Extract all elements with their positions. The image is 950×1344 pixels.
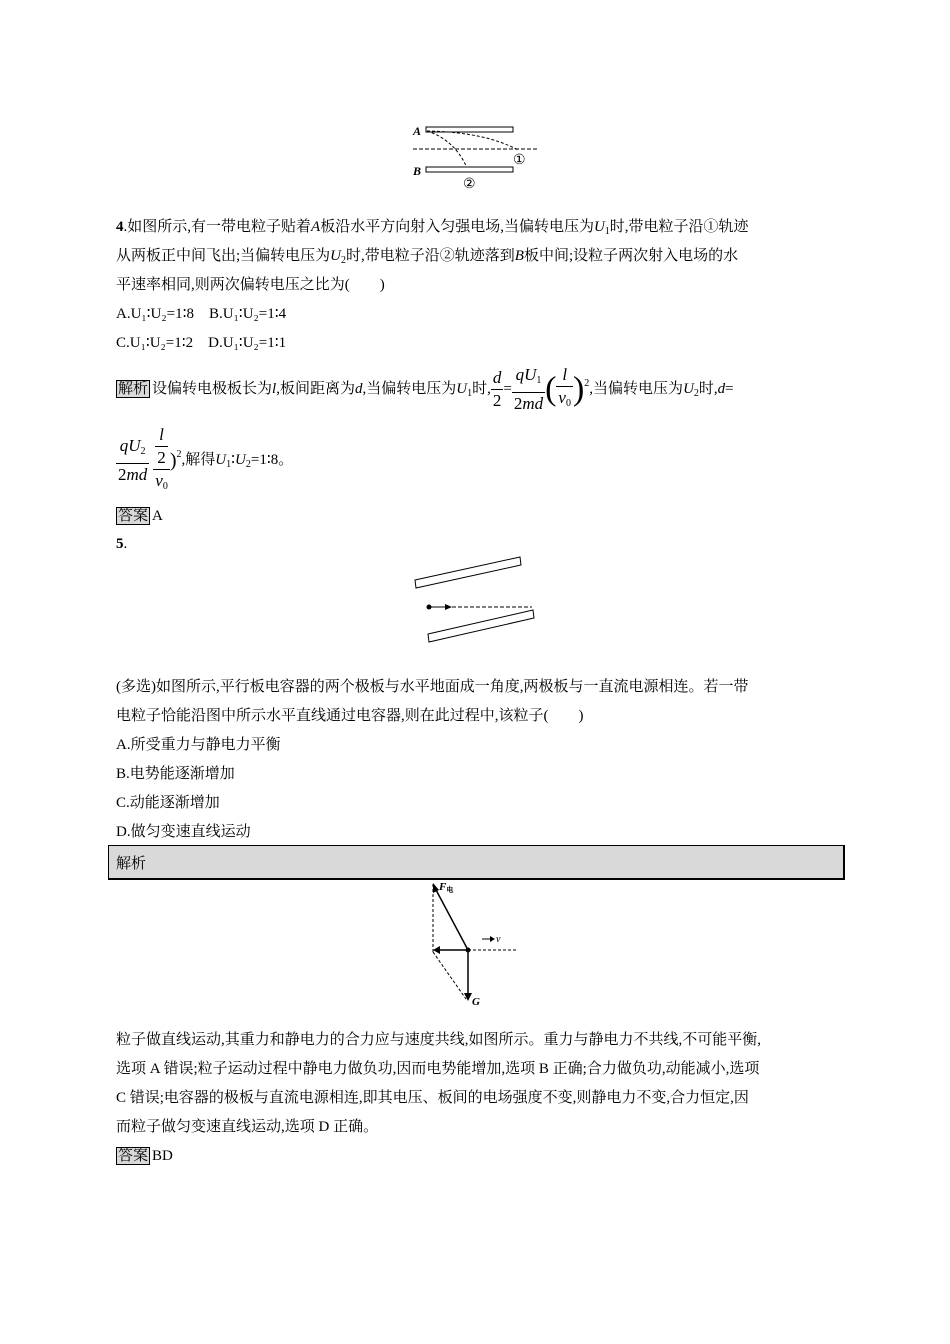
q5-explanation-line-4: 而粒子做匀变速直线运动,选项 D 正确。: [116, 1119, 379, 1135]
q5-option-a: A.所受重力与静电力平衡: [116, 737, 281, 753]
q5-analysis-bar: 解析: [108, 845, 845, 880]
q4-option-b: B.U₁∶U₂=1∶4: [208, 306, 287, 322]
force-f-arrow: [435, 888, 468, 950]
q5-number: 5.: [116, 536, 128, 552]
q5-explanation-line-2: 选项 A 错误;粒子运动过程中静电力做负功,因而电势能增加,选项 B 正确;合力做负功,动能减小,选项: [116, 1061, 760, 1077]
q4-analysis-line-2: $\frac{qU_2}{2md}$ $\frac{\frac{l}{2}}{v_0}$ )$^2$,解得$U_1∶U_2=1∶8$。: [118, 424, 294, 492]
fig4-label-b: B: [413, 164, 422, 178]
q5-answer-value: BD: [152, 1148, 173, 1164]
q5-option-b: B.电势能逐渐增加: [116, 766, 235, 782]
q4-options-row-1: [116, 304, 286, 324]
q5-option-d: D.做匀变速直线运动: [116, 824, 251, 840]
fig4-label-a: A: [413, 124, 422, 138]
velocity-head-small: [490, 936, 495, 942]
force-f-label: F电: [439, 881, 454, 894]
q4-stem-line-3: 平速率相同,则两次偏转电压之比为( ): [116, 277, 385, 293]
q4-option-c: C.U₁∶U₂=1∶2: [116, 335, 194, 351]
fig4-label-2: ②: [463, 177, 476, 192]
q5-force-diagram: [425, 878, 525, 1013]
q4-option-d: D.U₁∶U₂=1∶1: [208, 335, 287, 351]
dashed-diagonal: [433, 952, 466, 999]
q5-explanation-line-3: C 错误;电容器的极板与直流电源相连,即其电压、板间的电场强度不变,则静电力不变,合力恒定,因: [116, 1090, 749, 1106]
q4-answer: [116, 506, 163, 526]
capacitor-plate-lower: [428, 610, 534, 642]
q4-answer-value: A: [152, 508, 163, 524]
q5-answer-tag: 答案: [118, 1148, 149, 1164]
q5-stem-line-1: (多选)如图所示,平行板电容器的两个极板与水平地面成一角度,两极板与一直流电源相连。若一带: [116, 679, 749, 695]
q4-analysis-tag: 解析: [118, 381, 149, 397]
velocity-label: v: [496, 934, 501, 945]
q4-options-row-2: [116, 333, 286, 353]
q4-analysis-line-1: 解析 设偏转电极板长为l,板间距离为d,当偏转电压为$U_1$时, $\frac{d}{2}$ = $\frac{qU_1}{2md}$ ( $\frac{l}{v_0}$ )$^2$,当偏转电压为$U_2$时,d=: [118, 365, 734, 414]
q5-answer: [116, 1146, 173, 1166]
arrow-head: [445, 604, 452, 610]
particle-point: [466, 948, 471, 953]
fig4-label-1: ①: [513, 153, 526, 168]
plate-b: [426, 167, 513, 172]
q5-option-c: C.动能逐渐增加: [116, 795, 220, 811]
capacitor-plate-upper: [415, 557, 521, 588]
trajectory-1: [427, 131, 518, 150]
q4-figure: [405, 118, 545, 198]
q4-answer-tag: 答案: [118, 508, 149, 524]
q4-stem-line-2: 从两板正中间飞出;当偏转电压为$U_2$时,带电粒子沿②轨迹落到B板中间;设粒子两次射入电场的水: [116, 248, 739, 266]
q5-stem-line-2: 电粒子恰能沿图中所示水平直线通过电容器,则在此过程中,该粒子( ): [116, 708, 584, 724]
q5-figure: [410, 550, 540, 650]
q4-option-a: A.U₁∶U₂=1∶8: [116, 306, 194, 322]
q5-explanation-line-1: 粒子做直线运动,其重力和静电力的合力应与速度共线,如图所示。重力与静电力不共线,不可能平衡,: [116, 1032, 762, 1048]
q4-stem-line-1: 4.如图所示,有一带电粒子贴着A板沿水平方向射入匀强电场,当偏转电压为$U_1$时,带电粒子沿①轨迹: [116, 219, 749, 237]
gravity-label: G: [472, 996, 480, 1008]
